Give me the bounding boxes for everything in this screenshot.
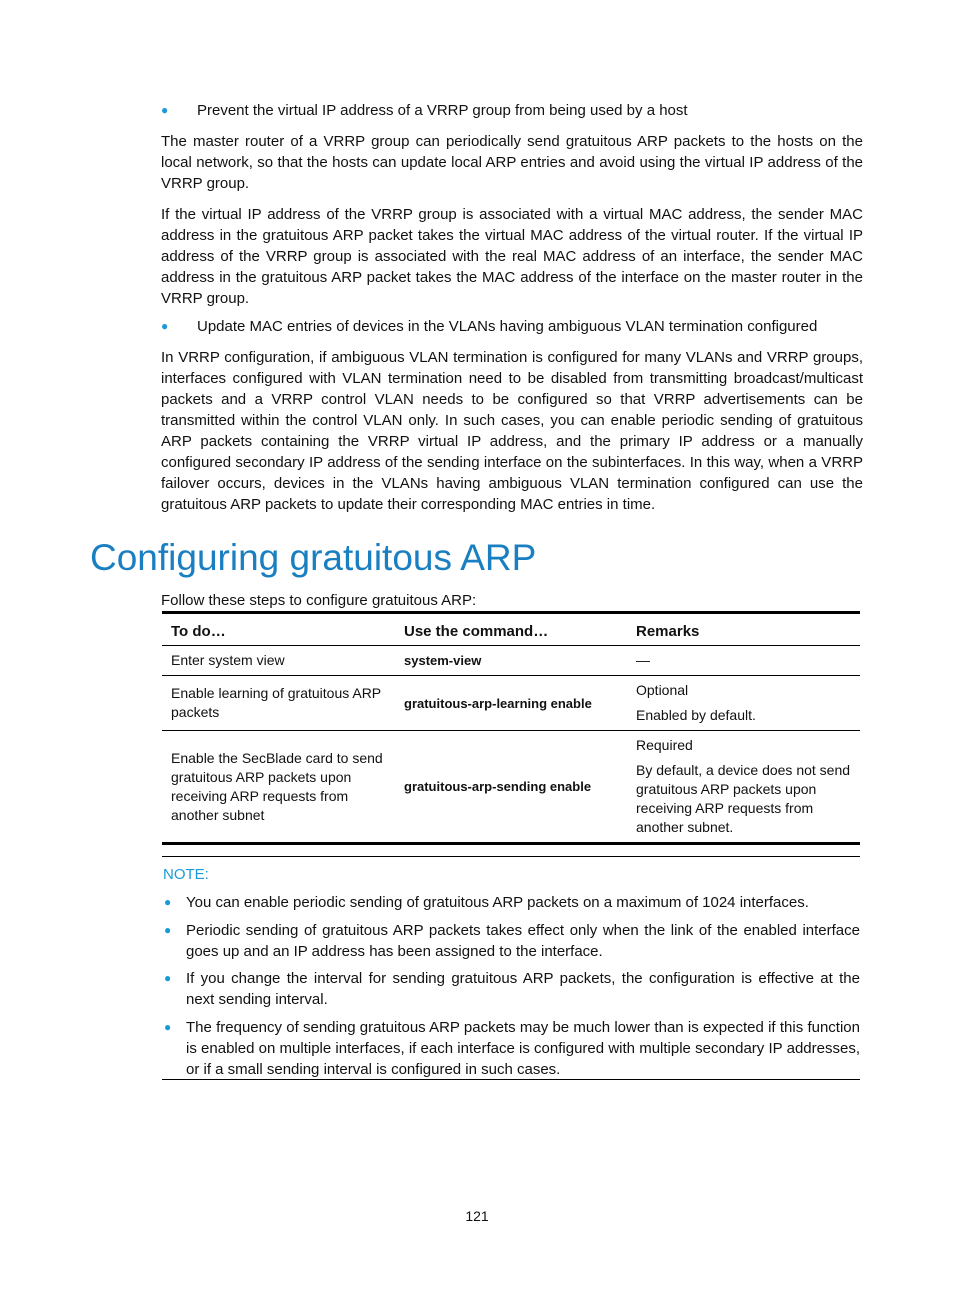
note-text: You can enable periodic sending of gratuitous ARP packets on a maximum of 1024 interfaces. [186, 894, 809, 911]
todo-cell: Enable learning of gratuitous ARP packets [162, 676, 395, 731]
bullet-icon: ● [161, 319, 169, 333]
note-label: NOTE: [163, 866, 209, 883]
page-number: 121 [465, 1208, 489, 1224]
bullet-text: Update MAC entries of devices in the VLANs having ambiguous VLAN termination configured [197, 318, 818, 335]
bullet-icon: ● [164, 1020, 172, 1034]
column-header: To do… [162, 613, 395, 646]
note-text: If you change the interval for sending gratuitous ARP packets, the configuration is effective at the next sending interval. [186, 970, 860, 1008]
note-text: The frequency of sending gratuitous ARP packets may be much lower than is expected if this function is enabled on multiple interfaces, if each interface is configured with multiple secondary IP addresses, or if a small sending interval is configured in such cases. [186, 1019, 860, 1078]
table-row [162, 676, 860, 731]
column-header: Use the command… [395, 613, 627, 646]
remark-text: Required [636, 737, 693, 753]
table-row [162, 646, 860, 676]
table-header-row [162, 613, 860, 646]
section-title: Configuring gratuitous ARP [90, 537, 537, 578]
command-cell: gratuitous-arp-sending enable [395, 731, 627, 844]
command-cell: gratuitous-arp-learning enable [395, 676, 627, 731]
note-text: Periodic sending of gratuitous ARP packets takes effect only when the link of the enabled interface goes up and an IP address has been assigned to the interface. [186, 922, 860, 960]
remarks-cell [627, 731, 860, 844]
intro-text: Follow these steps to configure gratuitous ARP: [161, 592, 477, 609]
bullet-icon: ● [164, 971, 172, 985]
paragraph: In VRRP configuration, if ambiguous VLAN termination is configured for many VLANs and VRRP groups, interfaces configured with VLAN termination need to be disabled from transmitting broadcast/multicast packets and a VRRP control VLAN needs to be configured so that VRRP advertisements can be transmitted within the control VLAN only. In such cases, you can enable periodic sending of gratuitous ARP packets containing the VRRP virtual IP address, and the primary IP address or a manually configured secondary IP address of the sending interface on the subinterfaces. In this way, when a VRRP failover occurs, devices in the VLANs having ambiguous VLAN termination configured can use the gratuitous ARP packets to update their corresponding MAC entries in time. [161, 349, 863, 513]
table-row [162, 731, 860, 844]
bullet-icon: ● [161, 103, 169, 117]
remarks-cell [627, 676, 860, 731]
remark-text: By default, a device does not send gratuitous ARP packets upon receiving ARP requests from another subnet. [636, 762, 851, 835]
bullet-icon: ● [164, 923, 172, 937]
note-box [162, 856, 860, 1080]
todo-cell: Enable the SecBlade card to send gratuitous ARP packets upon receiving ARP requests from another subnet [162, 731, 395, 844]
column-header: Remarks [627, 613, 860, 646]
command-cell: system-view [395, 646, 627, 676]
remark-text: Optional [636, 682, 689, 698]
bullet-icon: ● [164, 895, 172, 909]
command-table [162, 611, 860, 845]
remark-text: Enabled by default. [636, 707, 756, 723]
bullet-text: Prevent the virtual IP address of a VRRP group from being used by a host [197, 102, 688, 119]
paragraph: The master router of a VRRP group can periodically send gratuitous ARP packets to the hosts on the local network, so that the hosts can update local ARP entries and avoid using the virtual IP address of the VRRP group. [161, 133, 863, 192]
remark-text: — [636, 652, 650, 668]
paragraph: If the virtual IP address of the VRRP group is associated with a virtual MAC address, the sender MAC address in the gratuitous ARP packet takes the virtual MAC address of the virtual router. If the virtual IP address of the VRRP group is associated with the real MAC address of an interface, the sender MAC address in the gratuitous ARP packet takes the MAC address of the interface on the master router in the VRRP group. [161, 206, 863, 307]
remarks-cell [627, 646, 860, 676]
todo-cell: Enter system view [162, 646, 395, 676]
